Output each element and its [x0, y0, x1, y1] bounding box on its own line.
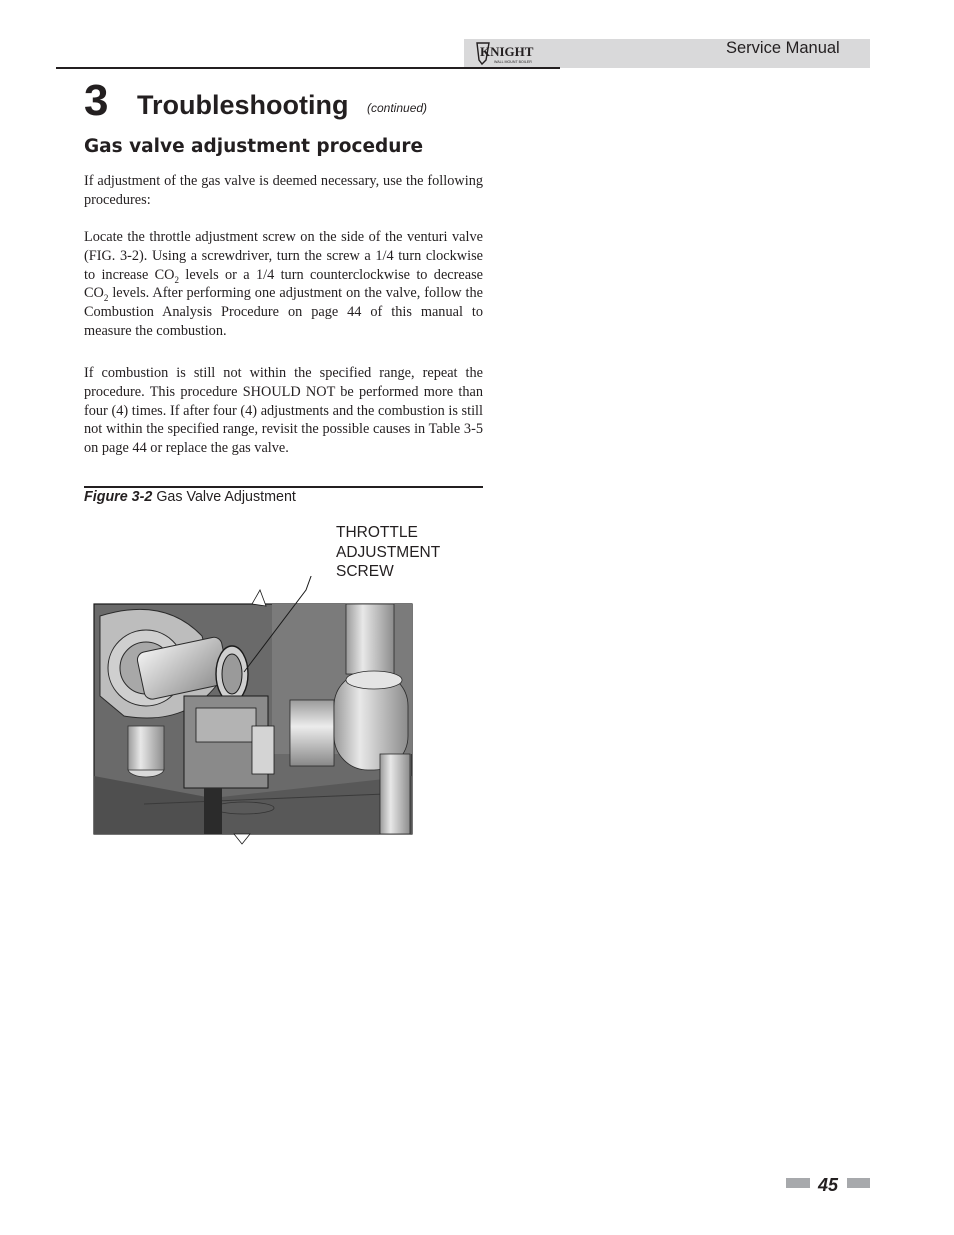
figure-title: Gas Valve Adjustment: [156, 489, 296, 505]
figure-caption: [84, 489, 296, 505]
co2-subscript: 2: [174, 274, 179, 285]
logo-text: KNIGHT: [480, 44, 534, 59]
header-rule: [56, 67, 560, 69]
paragraph-warning: If combustion is still not within the specified range, repeat the procedure. This procedure SHOULD NOT be performed more than four (4) times. If after four (4) adjustments and the combustion is still not within the specified range, revisit the possible causes in Table 3-5 on page 44 or replace the gas valve.: [84, 365, 483, 457]
chapter-number: 3: [84, 76, 109, 125]
figure-rule: [84, 486, 483, 488]
paragraph-procedure-part-b: levels or a 1/4 turn counterclockwise to decrease CO: [84, 266, 483, 302]
knight-logo: [474, 40, 550, 66]
co2-subscript: 2: [103, 293, 109, 304]
paragraph-procedure-part-a: Locate the throttle adjustment screw on the side of the venturi valve (FIG. 3-2). Using a screwdriver, turn the screw a 1/4 turn clockwise to increase CO: [84, 229, 483, 283]
paragraph-procedure: [84, 228, 483, 341]
chapter-continued: (continued): [367, 101, 428, 115]
chapter-title: Troubleshooting: [137, 90, 349, 120]
page-number: 45: [817, 1175, 839, 1195]
logo-subtext: WALL MOUNT BOILER: [494, 60, 532, 64]
paragraph-procedure-part-c: levels. After performing one adjustment on the valve, follow the Combustion Analysis Procedure on page 44 of this manual to measure the combustion.: [84, 285, 483, 339]
figure-number: Figure 3-2: [84, 489, 153, 505]
gas-valve-illustration: [84, 576, 464, 848]
manual-title: Service Manual: [726, 39, 840, 57]
page-number-bar-right: [847, 1178, 870, 1188]
paragraph-intro: If adjustment of the gas valve is deemed necessary, use the following procedures:: [84, 173, 483, 208]
section-heading: Gas valve adjustment procedure: [84, 136, 424, 157]
page-number-bar-left: [786, 1178, 810, 1188]
throttle-screw-callout: THROTTLE ADJUSTMENT SCREW: [336, 524, 440, 580]
